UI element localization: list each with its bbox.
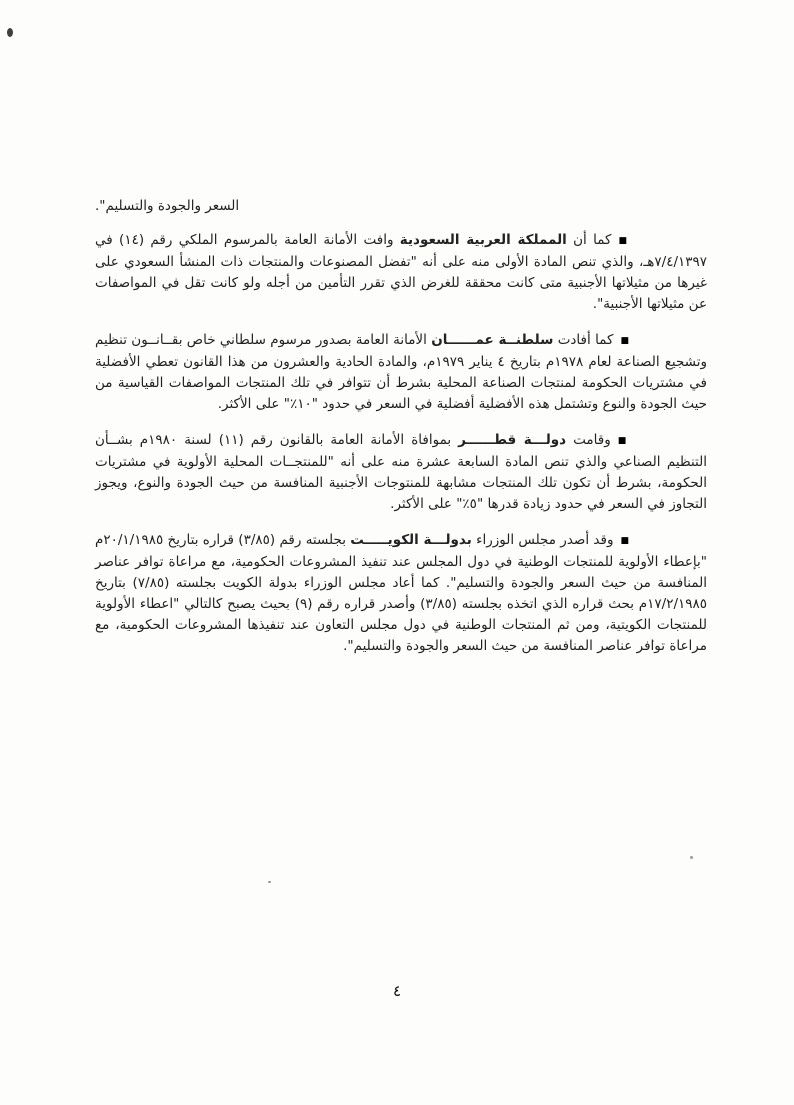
paragraph-text: بموافاة الأمانة العامة بالقانون رقم (١١) لسنة ١٩٨٠م بشــأن التنظيم الصناعي والذي تنص المادة السابعة عشرة منه على أنه "للمنتجــات المحلية الأولوية في مشتريات الحكومة، بشرط أن تكون تلك المنتجات مشابهة للمنتوجات الأجنبية المنافسة من حيث الجودة والنوع، ويجوز التجاوز في السعر في حدود زيادة قدرها "٥٪" على الأكثر. — [95, 432, 707, 512]
scan-speck — [7, 28, 13, 37]
square-bullet-icon: ■ — [620, 536, 629, 546]
country-name-qatar: دولـــة قطــــــر — [458, 432, 567, 448]
carryover-line: السعر والجودة والتسليم". — [95, 198, 240, 214]
paragraph-text: كما أن — [566, 232, 612, 248]
paragraph-text: كما أفادت — [553, 332, 614, 348]
country-name-kuwait: بدولـــة الكويـــــت — [350, 532, 472, 548]
paragraph-text: وافت الأمانة العامة بالمرسوم الملكي رقم (١٤) في ٧/٤/١٣٩٧هـ، والذي تنص المادة الأولى منه على أنه "تفضل المصنوعات والمنتجات ذات المنشأ السعودي على غيرها من مثيلاتها الأجنبية متى كانت محققة للغرض الذي تقرر التأمين من أجله ولو كانت تقل في المواصفات عن مثيلاتها الأجنبية". — [95, 232, 707, 312]
paragraph-text: بجلسته رقم (٣/٨٥) قراره بتاريخ ٢٠/١/١٩٨٥م "بإعطاء الأولوية للمنتجات الوطنية في دول المجلس عند تنفيذ المشروعات الحكومية، مع مراعاة توافر عناصر المنافسة من حيث السعر والجودة والتسليم". كما أعاد مجلس الوزراء بدولة الكويت بجلسته (٧/٨٥) بتاريخ ١٧/٢/١٩٨٥م بحث قراره الذي اتخذه بجلسته (٣/٨٥) وأصدر قراره رقم (٩) بحيث يصبح كالتالي "اعطاء الأولوية للمنتجات الكويتية، ومن ثم المنتجات الوطنية في دول مجلس التعاون عند تنفيذها المشروعات الحكومية، مع مراعاة توافر عناصر المنافسة من حيث السعر والجودة والتسليم". — [95, 532, 708, 654]
paragraph-qatar — [95, 430, 707, 515]
paragraph-text: وقد أصدر مجلس الوزراء — [471, 532, 614, 548]
square-bullet-icon: ■ — [617, 436, 629, 446]
paragraph-saudi-arabia — [95, 230, 707, 315]
scan-speck — [268, 881, 271, 883]
scan-speck — [690, 856, 693, 859]
country-name-saudi: المملكة العربية السعودية — [399, 232, 567, 248]
square-bullet-icon: ■ — [618, 236, 630, 246]
page-number: ٤ — [392, 982, 402, 1000]
paragraph-oman — [95, 330, 707, 415]
square-bullet-icon: ■ — [620, 336, 629, 346]
document-text-block — [95, 196, 707, 672]
paragraph-text: الأمانة العامة بصدور مرسوم سلطاني خاص بقــانــون تنظيم وتشجيع الصناعة لعام ١٩٧٨م بتاريخ ٤ يناير ١٩٧٩م، والمادة الحادية والعشرون من هذا القانون تعطي الأفضلية في مشتريات الحكومة لمنتجات الصناعة المحلية بشرط أن تتوافر في تلك المنتجات المواصفات القياسية من حيث الجودة والنوع وتشتمل هذه الأفضلية أفضلية في السعر في حدود "١٠٪" على الأكثر. — [95, 332, 707, 412]
paragraph-text: وقامت — [566, 432, 611, 448]
paragraph-kuwait — [95, 530, 707, 657]
country-name-oman: سلطنــة عمــــــان — [431, 332, 554, 348]
